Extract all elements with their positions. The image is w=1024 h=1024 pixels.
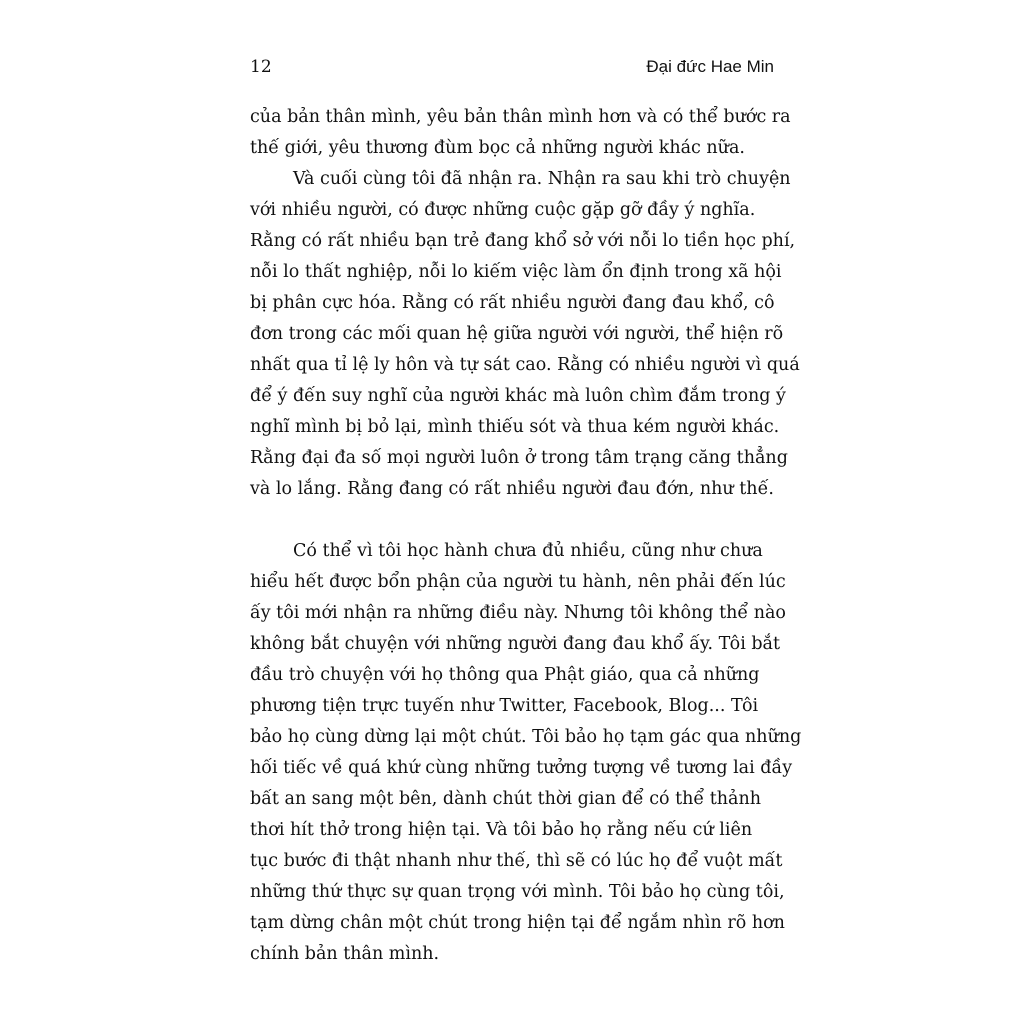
text-line: hối tiếc về quá khứ cùng những tưởng tượng về tương lai đầy <box>250 758 793 778</box>
text-line: bảo họ cùng dừng lại một chút. Tôi bảo họ tạm gác qua những <box>250 727 802 747</box>
text-line: những thứ thực sự quan trọng với mình. Tôi bảo họ cùng tôi, <box>250 882 785 902</box>
text-line: và lo lắng. Rằng đang có rất nhiều người đau đớn, như thế. <box>250 479 774 499</box>
text-line: để ý đến suy nghĩ của người khác mà luôn chìm đắm trong ý <box>250 386 786 406</box>
text-line: Có thể vì tôi học hành chưa đủ nhiều, cũng như chưa <box>293 541 763 561</box>
page-header <box>250 52 774 82</box>
running-title: Đại đức Hae Min <box>646 57 774 76</box>
paragraph-3 <box>250 536 802 970</box>
text-line: nhất qua tỉ lệ ly hôn và tự sát cao. Rằng có nhiều người vì quá <box>250 355 800 375</box>
text-line: thế giới, yêu thương đùm bọc cả những người khác nữa. <box>250 138 745 158</box>
text-line: đầu trò chuyện với họ thông qua Phật giáo, qua cả những <box>250 665 760 685</box>
text-line: nghĩ mình bị bỏ lại, mình thiếu sót và thua kém người khác. <box>250 417 780 437</box>
paragraph-1 <box>250 102 791 164</box>
text-line: ấy tôi mới nhận ra những điều này. Nhưng tôi không thể nào <box>250 603 786 623</box>
page-number: 12 <box>250 57 272 77</box>
text-line: bất an sang một bên, dành chút thời gian để có thể thảnh <box>250 789 762 809</box>
text-line: Và cuối cùng tôi đã nhận ra. Nhận ra sau khi trò chuyện <box>293 169 791 189</box>
text-line: của bản thân mình, yêu bản thân mình hơn và có thể bước ra <box>250 107 791 127</box>
body-text <box>250 102 802 970</box>
text-line: Rằng đại đa số mọi người luôn ở trong tâm trạng căng thẳng <box>250 448 788 468</box>
text-line: với nhiều người, có được những cuộc gặp gỡ đầy ý nghĩa. <box>250 200 756 220</box>
text-line: bị phân cực hóa. Rằng có rất nhiều người đang đau khổ, cô <box>250 293 775 313</box>
text-line: Rằng có rất nhiều bạn trẻ đang khổ sở với nỗi lo tiền học phí, <box>250 231 796 251</box>
text-line: tục bước đi thật nhanh như thế, thì sẽ có lúc họ để vuột mất <box>250 851 783 871</box>
text-line: tạm dừng chân một chút trong hiện tại để ngắm nhìn rõ hơn <box>250 913 785 933</box>
text-line: chính bản thân mình. <box>250 944 440 964</box>
text-line: thơi hít thở trong hiện tại. Và tôi bảo họ rằng nếu cứ liên <box>250 820 753 840</box>
text-line: đơn trong các mối quan hệ giữa người với người, thể hiện rõ <box>250 324 784 344</box>
paragraph-2 <box>250 164 800 505</box>
text-line: phương tiện trực tuyến như Twitter, Facebook, Blog... Tôi <box>250 696 759 716</box>
text-line: không bắt chuyện với những người đang đau khổ ấy. Tôi bắt <box>250 634 781 654</box>
text-line: hiểu hết được bổn phận của người tu hành, nên phải đến lúc <box>250 572 786 592</box>
text-line: nỗi lo thất nghiệp, nỗi lo kiếm việc làm ổn định trong xã hội <box>250 262 782 282</box>
